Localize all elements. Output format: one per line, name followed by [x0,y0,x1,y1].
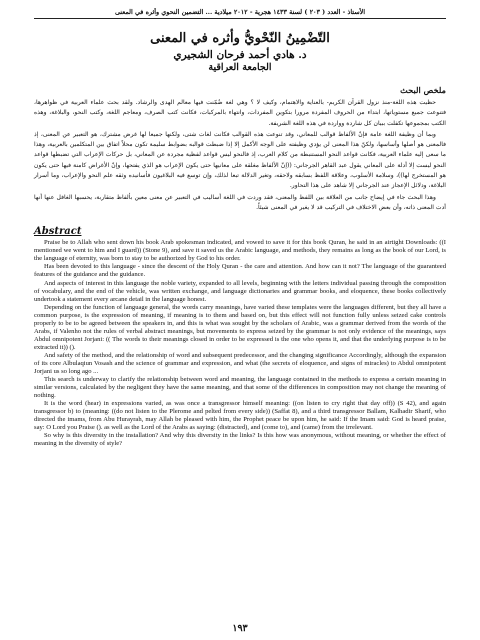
english-paragraph: Praise be to Allah who sent down his book Arab spokesman indicated, and vowed to save it for this book Quran, he said in an airtight Downloads: ((I mentioned we went to him and I guard)) (Stone 9), and save it saved us the Arabic language, and methods, they remains as long as the book of our Lord, is the language of eternity, was born to stay to be authorized by God to his order. [34,239,446,263]
english-paragraph: And aspects of interest in this language the noble variety, expanded to all levels, beginning with the letters individual passing through the composition of vocabulary, and the end of the vehicle, was written exchange, and language dictionaries and grammar books, and eloquence, these books collectively undertook a statement every arcane detail in the language honest. [34,279,446,303]
english-paragraph: So why is this diversity in the installation? And why this diversity in the links? Is this how was anonymous, without meaning, or whether the effect of meaning in the diversity of style? [34,432,446,448]
english-paragraph: It is the word (hear) in expressions varied, as was once a transgressor himself meaning: ((on listen to cry right that day off)) (S 42), and again transgressor b) to (meaning: ((do not listen to the Plerome and pelted from every side)) (Saffat 8), and a third transgressor Ballam, Kalhadir Sharif, who directed the imams, from Abu Hurayrah, may Allah be pleased with him, the Prophet peace be upon him, he said: If the Imam said: God is heard praise, say: O Lord you Praise (). as well as the Lord of the Arabs as saying: (distracted), and (come to), and (came) from the irrelevant. [34,400,446,432]
arabic-abstract-body [34,98,446,213]
arabic-paragraph: وهذا البحث جاء في إيضاح جانب من العلاقة بين اللفظ والمعنى، فقد وردت في اللغة أساليب في التعبير عن معنى معين بألفاظ متقاربة، يحسبها الغافل عنها أنها أدت المعنى ذاته، وأن بعض الاختلاف في التركيب قد لا يغير في المعنى شيئاً. [34,193,446,211]
arabic-abstract-heading: ملخص البحث [400,85,446,95]
english-paragraph: Has been devoted to this language - since the descent of the Holy Quran - the care and attention. And how can it not? The language of the guaranteed features of the guidance and the guidance. [34,263,446,279]
english-paragraph: This search is underway to clarify the relationship between word and meaning, the language contained in the methods to express a certain meaning in similar versions, calculated by the negligent they have the same meaning, and that some of the differences in composition may not change the meaning of nothing. [34,376,446,400]
english-paragraph: And safety of the method, and the relationship of word and subsequent predecessor, and the changing significance Accordingly, although the expansion of its core Albulaqiun Vosash and the science of grammar and expression, and what (the secrets of eloquence, and signs of miracles) to Abdul omnipotent Jorjani us so long ago ... [34,351,446,376]
arabic-paragraph: حظيت هذه اللغة-منذ نزول القرآن الكريم- بالعناية والاهتمام، وكيف لا ؟ وهي لغة ضُمّنت فيها معالم الهدى والرشاد. ولقد بحث علماء العربية في ظواهرها، فتنوعت جميع مستوياتها، ابتداء من الحروف المفردة مرورا بتكوين المفردات، وانتهاء بالمركبات، فكانت كتب الصرف، ومعاجم اللغة، وكتب النحو، والبلاغة، وهذه الكتب بمجموعها تكفلت ببيان كل شاردة وواردة في هذه اللغة الشريفة. [34,99,446,127]
paper-title: التّضْمِينُ النّحْويُّ وأثره في المعنى [150,31,330,46]
author-affiliation: الجامعة العراقية [208,62,272,73]
running-header: الأستاذ - العدد ( ٢٠٣ ) لسنة ١٤٣٣ هجرية - ٢٠١٢ ميلادية ... التضمين النحوي وأثره في المعنى [34,8,446,19]
arabic-paragraph: وبما أن وظيفة اللغة عامة فإنّ الألفاظ قوالب للمعاني، وقد تنوعت هذه القوالب فكانت لغات شتى، ولكنها جميعا لها غرض مشترك، هو التعبير عن المعنى، إذ فالمعنى هو أصلها وأساسها، ولكنّ هذا المعنى لن يؤدي وظيفته على الوجه الأكمل إلا إذا ضبطت قوالبه بضوابط سليمة تكون محلاً اتفاق بين المتكلمين بالعربية، وهذا ما سعى إليه علماء العربية، فكانت قواعد النحو المستنبطة من كلام العرب، إذ فالنحو ليس قواعد لفظية مجردة عن المعاني، بل حركات الإعراب التي تضبطها قواعد النحو ليست إلا أدلة على المعاني يقول عبد القاهر الجرجاني: ((إنّ الألفاظ مغلقة على معانيها حتى يكون الإعراب هو الذي يفتحها، وإنّ الأغراض كامنة فيها حتى يكون هو المستخرج لها))، وسلامة الأسلوب، وعلاقة اللفظ بسابقه ولاحقه، وتغير الدلالة تبعا لذلك، وإن توسع فيه البلاغيون فأسانيده وثقه علم النحو والإعراب، وما أسرار البلاغة، ودلائل الإعجاز عند الجرجاني إلا شاهد على هذا التحاور. [34,130,446,190]
english-abstract-heading: Abstract [34,226,82,238]
english-abstract-body [34,239,446,448]
author-name: د. هادي أحمد فرحان الشجيري [173,49,307,61]
page-number: ١٩٣ [232,623,248,634]
english-paragraph: Depending on the function of language general, the words carry meanings, have varied these templates were the languages different, but they all have a common purpose, is the expression of meaning, if meaning is to them and based on, but this effect will not function fully unless seized cake controls properly to be to be agreed between the speakers in, and this is what was sought by the scholars of Arabic, was a grammar derived from the words of the Arabs, if Valenho not the rules of verbal abstract meanings, but movements to express seized by the grammar is not only evidence of the meanings, says Abdul omnipotent Jorjani: (( The words to their meanings closed in order to be expressed is the one who opens it, and that the underlying purpose is to be extracted it)) (). [34,303,446,351]
